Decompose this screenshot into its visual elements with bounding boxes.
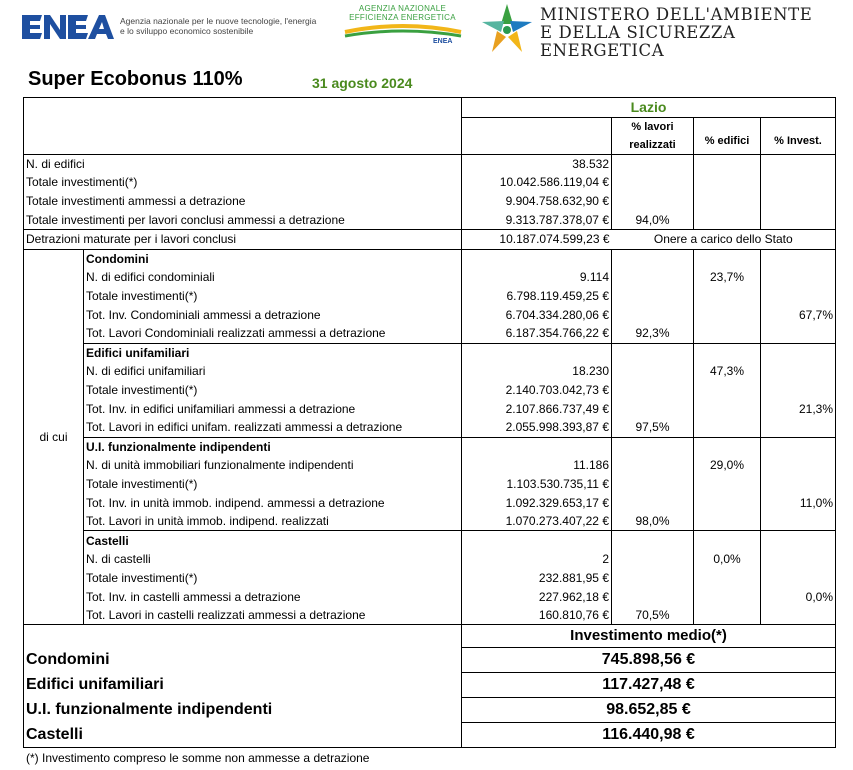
page-header xyxy=(0,0,853,62)
group-name: U.I. funzionalmente indipendenti xyxy=(84,437,462,456)
avg-header: Investimento medio(*) xyxy=(462,625,836,648)
group-header-row xyxy=(24,531,836,550)
svg-text:ENEA: ENEA xyxy=(432,38,452,44)
pct-edifici-cell xyxy=(694,587,761,606)
ministry-star-icon xyxy=(478,2,536,58)
pct-invest-cell xyxy=(761,381,836,400)
pct-invest-cell xyxy=(761,569,836,588)
pct-invest-cell xyxy=(761,550,836,569)
pct-edifici-cell xyxy=(694,381,761,400)
avg-row xyxy=(24,723,836,748)
pct-lavori-cell xyxy=(612,493,694,512)
row-value: 18.230 xyxy=(462,362,612,381)
general-row xyxy=(24,173,836,192)
row-label: N. di edifici condominiali xyxy=(84,268,462,287)
pct-lavori-cell: 98,0% xyxy=(612,512,694,531)
pct-edifici-cell: 23,7% xyxy=(694,268,761,287)
detrazioni-note: Onere a carico dello Stato xyxy=(612,229,836,249)
pct-lavori-cell xyxy=(612,475,694,494)
row-label: Tot. Inv. in castelli ammessi a detrazione xyxy=(84,587,462,606)
row-label: Tot. Inv. in unità immob. indipend. ammessi a detrazione xyxy=(84,493,462,512)
pct-edifici-cell xyxy=(694,324,761,343)
pct-edifici-cell xyxy=(694,305,761,324)
row-label: Tot. Lavori Condominiali realizzati ammessi a detrazione xyxy=(84,324,462,343)
row-value: 1.103.530.735,11 € xyxy=(462,475,612,494)
pct-lavori-cell xyxy=(612,550,694,569)
group-row xyxy=(24,493,836,512)
row-label: Tot. Inv. Condominiali ammessi a detrazione xyxy=(84,305,462,324)
pct-lavori-cell xyxy=(612,399,694,418)
row-value: 227.962,18 € xyxy=(462,587,612,606)
avg-label: Castelli xyxy=(24,723,462,748)
pct-invest-cell: 67,7% xyxy=(761,305,836,324)
row-value: 10.187.074.599,23 € xyxy=(462,229,612,249)
pct-invest-cell xyxy=(761,606,836,625)
group-row xyxy=(24,381,836,400)
page-title: Super Ecobonus 110% xyxy=(28,68,243,90)
group-row xyxy=(24,587,836,606)
pct-invest-cell xyxy=(761,287,836,306)
group-row xyxy=(24,606,836,625)
row-label: Totale investimenti(*) xyxy=(84,475,462,494)
pct-edifici-cell: 47,3% xyxy=(694,362,761,381)
pct-lavori-cell: 92,3% xyxy=(612,324,694,343)
pct-edifici-cell xyxy=(694,475,761,494)
row-value: 1.092.329.653,17 € xyxy=(462,493,612,512)
pct-edifici-cell xyxy=(694,493,761,512)
avg-label: U.I. funzionalmente indipendenti xyxy=(24,698,462,723)
pct-invest-cell xyxy=(761,324,836,343)
region-header-row xyxy=(24,98,836,118)
ecobonus-table xyxy=(23,97,836,748)
region-name: Lazio xyxy=(462,98,836,118)
col-pct-edifici: % edifici xyxy=(694,117,761,154)
pct-lavori-cell xyxy=(612,154,694,173)
group-row xyxy=(24,399,836,418)
row-label: N. di castelli xyxy=(84,550,462,569)
pct-lavori-cell xyxy=(612,362,694,381)
col-pct-invest: % Invest. xyxy=(761,117,836,154)
group-row xyxy=(24,550,836,569)
pct-lavori-cell xyxy=(612,287,694,306)
row-value: 9.904.758.632,90 € xyxy=(462,192,612,211)
pct-edifici-cell xyxy=(694,173,761,192)
avg-header-row xyxy=(24,625,836,648)
row-value: 2.140.703.042,73 € xyxy=(462,381,612,400)
group-name: Castelli xyxy=(84,531,462,550)
pct-invest-cell: 21,3% xyxy=(761,399,836,418)
group-header-row xyxy=(24,249,836,268)
avg-value: 116.440,98 € xyxy=(462,723,836,748)
pct-invest-cell: 11,0% xyxy=(761,493,836,512)
pct-lavori-cell: 70,5% xyxy=(612,606,694,625)
pct-invest-cell xyxy=(761,154,836,173)
pct-invest-cell: 0,0% xyxy=(761,587,836,606)
di-cui-label: di cui xyxy=(24,249,84,625)
row-label: Totale investimenti(*) xyxy=(84,569,462,588)
pct-invest-cell xyxy=(761,362,836,381)
avg-label: Edifici unifamiliari xyxy=(24,673,462,698)
row-value: 9.313.787.378,07 € xyxy=(462,210,612,229)
pct-invest-cell xyxy=(761,268,836,287)
row-label: Totale investimenti(*) xyxy=(24,173,462,192)
row-label: Tot. Lavori in unità immob. indipend. realizzati xyxy=(84,512,462,531)
row-label: Detrazioni maturate per i lavori conclusi xyxy=(24,229,462,249)
pct-edifici-cell xyxy=(694,569,761,588)
group-name: Condomini xyxy=(84,249,462,268)
pct-edifici-cell xyxy=(694,512,761,531)
enea-logo xyxy=(22,12,114,42)
pct-invest-cell xyxy=(761,418,836,437)
pct-invest-cell xyxy=(761,475,836,494)
group-name: Edifici unifamiliari xyxy=(84,343,462,362)
column-header-row xyxy=(24,117,836,154)
pct-edifici-cell xyxy=(694,192,761,211)
pct-invest-cell xyxy=(761,210,836,229)
pct-lavori-cell xyxy=(612,268,694,287)
pct-lavori-cell xyxy=(612,173,694,192)
row-value: 10.042.586.119,04 € xyxy=(462,173,612,192)
row-label: Tot. Lavori in castelli realizzati ammessi a detrazione xyxy=(84,606,462,625)
general-row xyxy=(24,192,836,211)
pct-lavori-cell xyxy=(612,192,694,211)
group-header-row xyxy=(24,343,836,362)
row-label: Tot. Inv. in edifici unifamiliari ammessi a detrazione xyxy=(84,399,462,418)
pct-invest-cell xyxy=(761,512,836,531)
group-row xyxy=(24,287,836,306)
pct-lavori-cell xyxy=(612,569,694,588)
group-row xyxy=(24,305,836,324)
row-value: 160.810,76 € xyxy=(462,606,612,625)
row-value: 2.055.998.393,87 € xyxy=(462,418,612,437)
avg-label: Condomini xyxy=(24,648,462,673)
pct-lavori-cell: 97,5% xyxy=(612,418,694,437)
pct-edifici-cell xyxy=(694,399,761,418)
pct-invest-cell xyxy=(761,456,836,475)
detrazioni-row xyxy=(24,229,836,249)
pct-lavori-cell xyxy=(612,456,694,475)
group-row xyxy=(24,456,836,475)
group-row xyxy=(24,324,836,343)
pct-edifici-cell xyxy=(694,606,761,625)
pct-lavori-cell: 94,0% xyxy=(612,210,694,229)
row-label: N. di unità immobiliari funzionalmente indipendenti xyxy=(84,456,462,475)
row-value: 1.070.273.407,22 € xyxy=(462,512,612,531)
ministry-name: MINISTERO DELL'AMBIENTE E DELLA SICUREZZA ENERGETICA xyxy=(540,5,813,60)
general-row xyxy=(24,154,836,173)
swoosh-icon xyxy=(343,22,463,44)
row-label: Tot. Lavori in edifici unifam. realizzati ammessi a detrazione xyxy=(84,418,462,437)
row-label: Totale investimenti(*) xyxy=(84,287,462,306)
pct-invest-cell xyxy=(761,173,836,192)
row-value: 6.704.334.280,06 € xyxy=(462,305,612,324)
row-value: 11.186 xyxy=(462,456,612,475)
row-value: 9.114 xyxy=(462,268,612,287)
pct-edifici-cell: 0,0% xyxy=(694,550,761,569)
pct-invest-cell xyxy=(761,192,836,211)
avg-row xyxy=(24,698,836,723)
col-pct-lavori: % lavori realizzati xyxy=(612,117,694,154)
avg-row xyxy=(24,673,836,698)
pct-edifici-cell xyxy=(694,154,761,173)
group-row xyxy=(24,512,836,531)
footnote: (*) Investimento compreso le somme non ammesse a detrazione xyxy=(26,751,370,765)
avg-value: 117.427,48 € xyxy=(462,673,836,698)
row-value: 38.532 xyxy=(462,154,612,173)
row-value: 2.107.866.737,49 € xyxy=(462,399,612,418)
group-row xyxy=(24,418,836,437)
avg-row xyxy=(24,648,836,673)
row-value: 6.798.119.459,25 € xyxy=(462,287,612,306)
efficiency-agency-logo: AGENZIA NAZIONALE EFFICIENZA ENERGETICA ENEA xyxy=(340,4,465,44)
pct-edifici-cell xyxy=(694,418,761,437)
pct-lavori-cell xyxy=(612,381,694,400)
avg-value: 745.898,56 € xyxy=(462,648,836,673)
row-value: 232.881,95 € xyxy=(462,569,612,588)
group-header-row xyxy=(24,437,836,456)
row-value: 6.187.354.766,22 € xyxy=(462,324,612,343)
group-row xyxy=(24,268,836,287)
row-label: Totale investimenti ammessi a detrazione xyxy=(24,192,462,211)
pct-edifici-cell: 29,0% xyxy=(694,456,761,475)
row-label: Totale investimenti per lavori conclusi ammessi a detrazione xyxy=(24,210,462,229)
group-row xyxy=(24,569,836,588)
pct-lavori-cell xyxy=(612,305,694,324)
general-row xyxy=(24,210,836,229)
group-row xyxy=(24,362,836,381)
pct-edifici-cell xyxy=(694,287,761,306)
pct-lavori-cell xyxy=(612,587,694,606)
avg-value: 98.652,85 € xyxy=(462,698,836,723)
row-label: N. di edifici unifamiliari xyxy=(84,362,462,381)
row-label: Totale investimenti(*) xyxy=(84,381,462,400)
enea-tagline: Agenzia nazionale per le nuove tecnologie, l'energia e lo sviluppo economico sostenibile xyxy=(120,16,317,36)
pct-edifici-cell xyxy=(694,210,761,229)
row-label: N. di edifici xyxy=(24,154,462,173)
row-value: 2 xyxy=(462,550,612,569)
report-date: 31 agosto 2024 xyxy=(312,75,413,91)
group-row xyxy=(24,475,836,494)
